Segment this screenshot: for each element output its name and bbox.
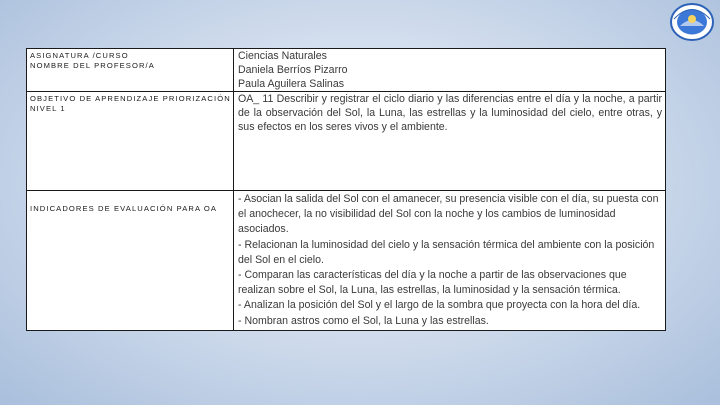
subject-values (234, 49, 666, 92)
objective-labels (27, 92, 234, 191)
indicator-item-3: - Comparan las características del día y la noche a partir de las observaciones que realizan sobre el Sol, la Luna, las estrellas, la luminosidad y la sensación térmica. (238, 269, 627, 297)
indicators-list (234, 191, 666, 331)
label-objective: OBJETIVO DE APRENDIZAJE PRIORIZACIÓN (30, 94, 231, 103)
row-subject (27, 49, 666, 92)
value-teacher-2: Paula Aguilera Salinas (238, 78, 345, 90)
label-teacher: NOMBRE DEL PROFESOR/A (30, 61, 155, 70)
indicator-item-4: - Analizan la posición del Sol y el largo de la sombra que proyecta con la hora del día. (238, 299, 641, 312)
row-objective (27, 92, 666, 191)
label-subject: ASIGNATURA /CURSO (30, 51, 129, 60)
indicators-label-cell (27, 191, 234, 331)
indicator-item-1: - Asocian la salida del Sol con el amanecer, su presencia visible con el día, su puesta con el anochecer, la no visibilidad del Sol con la noche y los cambios de luminosidad asociados. (238, 193, 659, 236)
label-level: NIVEL 1 (30, 104, 66, 113)
subject-labels (27, 49, 234, 92)
school-seal-icon (669, 2, 715, 42)
value-subject: Ciencias Naturales (238, 50, 327, 62)
row-indicators (27, 191, 666, 331)
indicator-item-5: - Nombran astros como el Sol, la Luna y las estrellas. (238, 314, 489, 327)
value-teacher-1: Daniela Berríos Pizarro (238, 64, 348, 76)
objective-value: OA_ 11 Describir y registrar el ciclo diario y las diferencias entre el día y la noche, a partir de la observación del Sol, la Luna, las estrellas y la luminosidad del cielo, entre otras, y sus efectos en los seres vivos y el ambiente. (234, 92, 666, 191)
indicator-item-2: - Relacionan la luminosidad del cielo y la sensación térmica del ambiente con la posición del Sol en el cielo. (238, 238, 655, 266)
label-indicators: INDICADORES DE EVALUACIÓN PARA OA (30, 204, 218, 213)
info-table (26, 48, 666, 331)
